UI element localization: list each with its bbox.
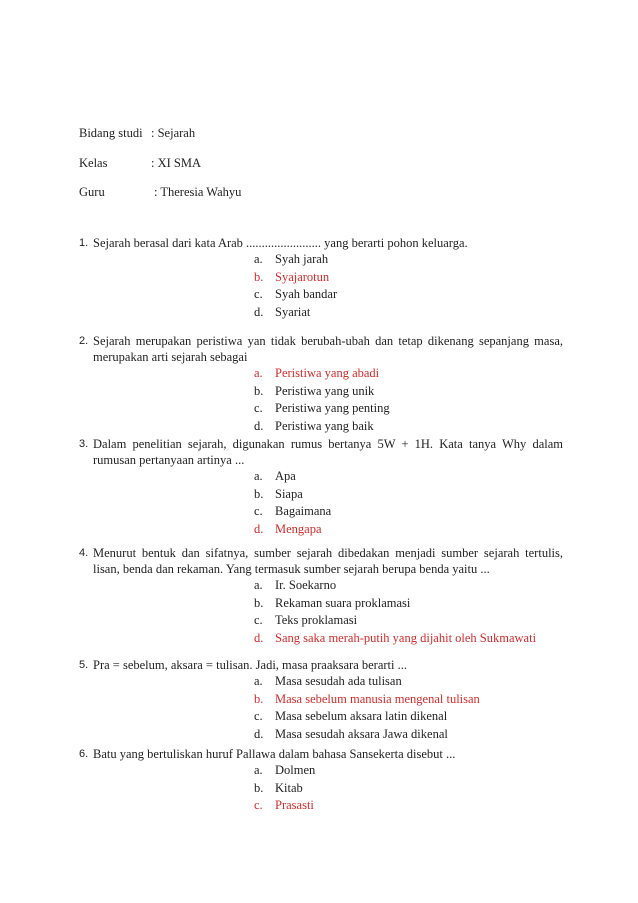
question-2 bbox=[79, 333, 563, 435]
option-d-correct bbox=[79, 521, 563, 539]
option-d bbox=[79, 418, 563, 436]
option-a bbox=[79, 673, 563, 691]
header-row-class bbox=[79, 155, 201, 171]
option-text: Peristiwa yang baik bbox=[275, 418, 374, 433]
option-list bbox=[79, 468, 563, 538]
option-text: Kitab bbox=[275, 780, 303, 795]
option-letter: a. bbox=[254, 578, 263, 592]
option-text: Sang saka merah-putih yang dijahit oleh Sukmawati bbox=[275, 630, 537, 645]
option-a bbox=[79, 251, 563, 269]
option-text: Peristiwa yang unik bbox=[275, 383, 375, 398]
option-letter: d. bbox=[254, 521, 264, 536]
option-letter: d. bbox=[254, 630, 264, 645]
question-stem bbox=[79, 436, 563, 468]
header-row-teacher bbox=[79, 184, 241, 200]
option-letter: c. bbox=[254, 613, 263, 628]
option-c bbox=[79, 400, 563, 418]
option-d-correct bbox=[79, 630, 563, 648]
option-d bbox=[79, 726, 563, 744]
option-text: Syajarotun bbox=[275, 269, 330, 284]
option-text: Mengapa bbox=[275, 521, 322, 536]
option-text: Peristiwa yang abadi bbox=[275, 366, 380, 380]
option-letter: a. bbox=[254, 366, 263, 380]
option-b bbox=[79, 486, 563, 504]
option-text: Syah bandar bbox=[275, 287, 338, 302]
header-row-subject bbox=[79, 125, 195, 141]
option-letter: d. bbox=[254, 418, 264, 433]
option-letter: d. bbox=[254, 726, 264, 741]
option-text: Syariat bbox=[275, 304, 311, 319]
option-b-correct bbox=[79, 269, 563, 287]
question-3 bbox=[79, 436, 563, 538]
question-number: 1. bbox=[79, 237, 89, 249]
question-text: Sejarah merupakan peristiwa yan tidak berubah-ubah dan tetap dikenang sepanjang masa, merupakan arti sejarah sebagai bbox=[93, 334, 563, 364]
option-letter: a. bbox=[254, 763, 263, 777]
option-d bbox=[79, 304, 563, 322]
question-number: 5. bbox=[79, 659, 89, 671]
option-text: Masa sesudah ada tulisan bbox=[275, 674, 402, 688]
option-b bbox=[79, 383, 563, 401]
option-letter: d. bbox=[254, 304, 264, 319]
option-b bbox=[79, 595, 563, 613]
teacher-label: Guru bbox=[79, 185, 105, 199]
class-label: Kelas bbox=[79, 156, 108, 170]
option-list bbox=[79, 762, 563, 815]
option-a bbox=[79, 762, 563, 780]
option-text: Dolmen bbox=[275, 763, 316, 777]
question-stem bbox=[79, 657, 563, 673]
option-c-correct bbox=[79, 797, 563, 815]
subject-label: Bidang studi bbox=[79, 126, 143, 140]
option-list bbox=[79, 673, 563, 743]
option-text: Masa sebelum manusia mengenal tulisan bbox=[275, 691, 480, 706]
option-letter: b. bbox=[254, 269, 264, 284]
option-text: Bagaimana bbox=[275, 504, 332, 519]
option-letter: a. bbox=[254, 674, 263, 688]
option-a bbox=[79, 577, 563, 595]
option-letter: b. bbox=[254, 383, 264, 398]
option-text: Masa sesudah aksara Jawa dikenal bbox=[275, 726, 448, 741]
option-text: Ir. Soekarno bbox=[275, 578, 337, 592]
option-text: Siapa bbox=[275, 486, 303, 501]
option-b-correct bbox=[79, 691, 563, 709]
option-letter: c. bbox=[254, 504, 263, 519]
question-text: Pra = sebelum, aksara = tulisan. Jadi, masa praaksara berarti ... bbox=[93, 658, 407, 672]
teacher-value: : Theresia Wahyu bbox=[154, 185, 242, 199]
option-a-correct bbox=[79, 365, 563, 383]
option-c bbox=[79, 503, 563, 521]
option-letter: b. bbox=[254, 486, 264, 501]
option-letter: c. bbox=[254, 709, 263, 724]
option-letter: c. bbox=[254, 287, 263, 302]
option-letter: b. bbox=[254, 691, 264, 706]
question-number: 3. bbox=[79, 438, 89, 450]
option-text: Peristiwa yang penting bbox=[275, 401, 390, 416]
option-text: Syah jarah bbox=[275, 252, 329, 266]
option-list bbox=[79, 251, 563, 321]
option-letter: b. bbox=[254, 780, 264, 795]
option-text: Rekaman suara proklamasi bbox=[275, 595, 411, 610]
question-stem bbox=[79, 545, 563, 577]
question-text: Dalam penelitian sejarah, digunakan rumus bertanya 5W + 1H. Kata tanya Why dalam rumusan pertanyaan artinya ... bbox=[93, 437, 563, 467]
class-value: : XI SMA bbox=[151, 156, 202, 170]
question-4 bbox=[79, 545, 563, 647]
subject-value: : Sejarah bbox=[151, 126, 196, 140]
question-text: Menurut bentuk dan sifatnya, sumber sejarah dibedakan menjadi sumber sejarah tertulis, lisan, benda dan rekaman. Yang termasuk sumber sejarah berupa benda yaitu ... bbox=[93, 546, 563, 576]
question-text: Batu yang bertuliskan huruf Pallawa dalam bahasa Sansekerta disebut ... bbox=[93, 747, 456, 761]
option-text: Masa sebelum aksara latin dikenal bbox=[275, 709, 448, 724]
option-text: Teks proklamasi bbox=[275, 613, 358, 628]
question-6 bbox=[79, 746, 563, 815]
option-text: Apa bbox=[275, 469, 296, 483]
question-number: 4. bbox=[79, 547, 89, 559]
question-stem bbox=[79, 235, 563, 251]
question-5 bbox=[79, 657, 563, 743]
option-a bbox=[79, 468, 563, 486]
option-letter: a. bbox=[254, 252, 263, 266]
question-stem bbox=[79, 333, 563, 365]
question-text: Sejarah berasal dari kata Arab ........................ yang berarti pohon keluarga. bbox=[93, 236, 468, 250]
option-letter: c. bbox=[254, 798, 263, 813]
option-text: Prasasti bbox=[275, 798, 314, 813]
option-letter: c. bbox=[254, 401, 263, 416]
option-letter: a. bbox=[254, 469, 263, 483]
option-c bbox=[79, 286, 563, 304]
question-stem bbox=[79, 746, 563, 762]
option-c bbox=[79, 612, 563, 630]
option-list bbox=[79, 577, 563, 647]
option-c bbox=[79, 708, 563, 726]
question-number: 2. bbox=[79, 335, 89, 347]
option-list bbox=[79, 365, 563, 435]
question-1 bbox=[79, 235, 563, 321]
option-letter: b. bbox=[254, 595, 264, 610]
question-number: 6. bbox=[79, 748, 89, 760]
option-b bbox=[79, 780, 563, 798]
